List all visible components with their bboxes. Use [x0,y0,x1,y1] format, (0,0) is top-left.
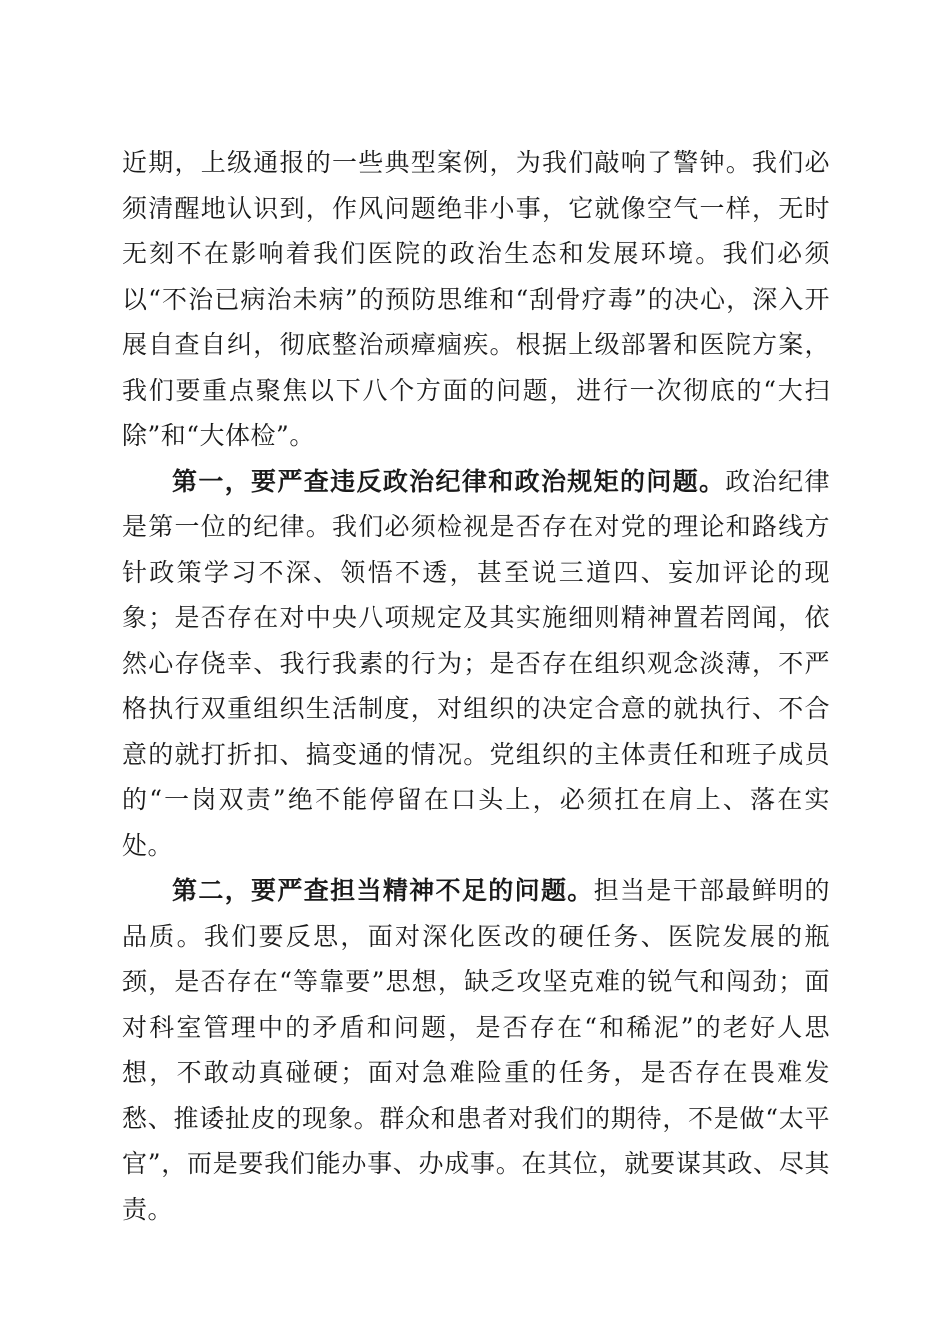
paragraph-political-discipline [122,459,830,869]
paragraph-lead-heading: 第二，要严查担当精神不足的问题。 [172,876,594,905]
document-body [122,140,830,1232]
paragraph-intro [122,140,830,459]
paragraph-body-text: 政治纪律是第一位的纪律。我们必须检视是否存在对党的理论和路线方针政策学习不深、领悟不透，甚至说三道四、妄加评论的现象；是否存在对中央八项规定及其实施细则精神置若罔闻，依然心存侥幸、我行我素的行为；是否存在组织观念淡薄，不严格执行双重组织生活制度，对组织的决定合意的就执行、不合意的就打折扣、搞变通的情况。党组织的主体责任和班子成员的“一岗双责”绝不能停留在口头上，必须扛在肩上、落在实处。 [122,466,830,860]
paragraph-responsibility [122,868,830,1232]
paragraph-body-text: 担当是干部最鲜明的品质。我们要反思，面对深化医改的硬任务、医院发展的瓶颈，是否存在“等靠要”思想，缺乏攻坚克难的锐气和闯劲；面对科室管理中的矛盾和问题，是否存在“和稀泥”的老好人思想，不敢动真碰硬；面对急难险重的任务，是否存在畏难发愁、推诿扯皮的现象。群众和患者对我们的期待，不是做“太平官”，而是要我们能办事、办成事。在其位，就要谋其政、尽其责。 [122,876,830,1224]
paragraph-intro-text: 近期，上级通报的一些典型案例，为我们敲响了警钟。我们必须清醒地认识到，作风问题绝非小事，它就像空气一样，无时无刻不在影响着我们医院的政治生态和发展环境。我们必须以“不治已病治未病”的预防思维和“刮骨疗毒”的决心，深入开展自查自纠，彻底整治顽瘴痼疾。根据上级部署和医院方案，我们要重点聚焦以下八个方面的问题，进行一次彻底的“大扫除”和“大体检”。 [122,148,830,450]
paragraph-lead-heading: 第一，要严查违反政治纪律和政治规矩的问题。 [172,466,726,496]
